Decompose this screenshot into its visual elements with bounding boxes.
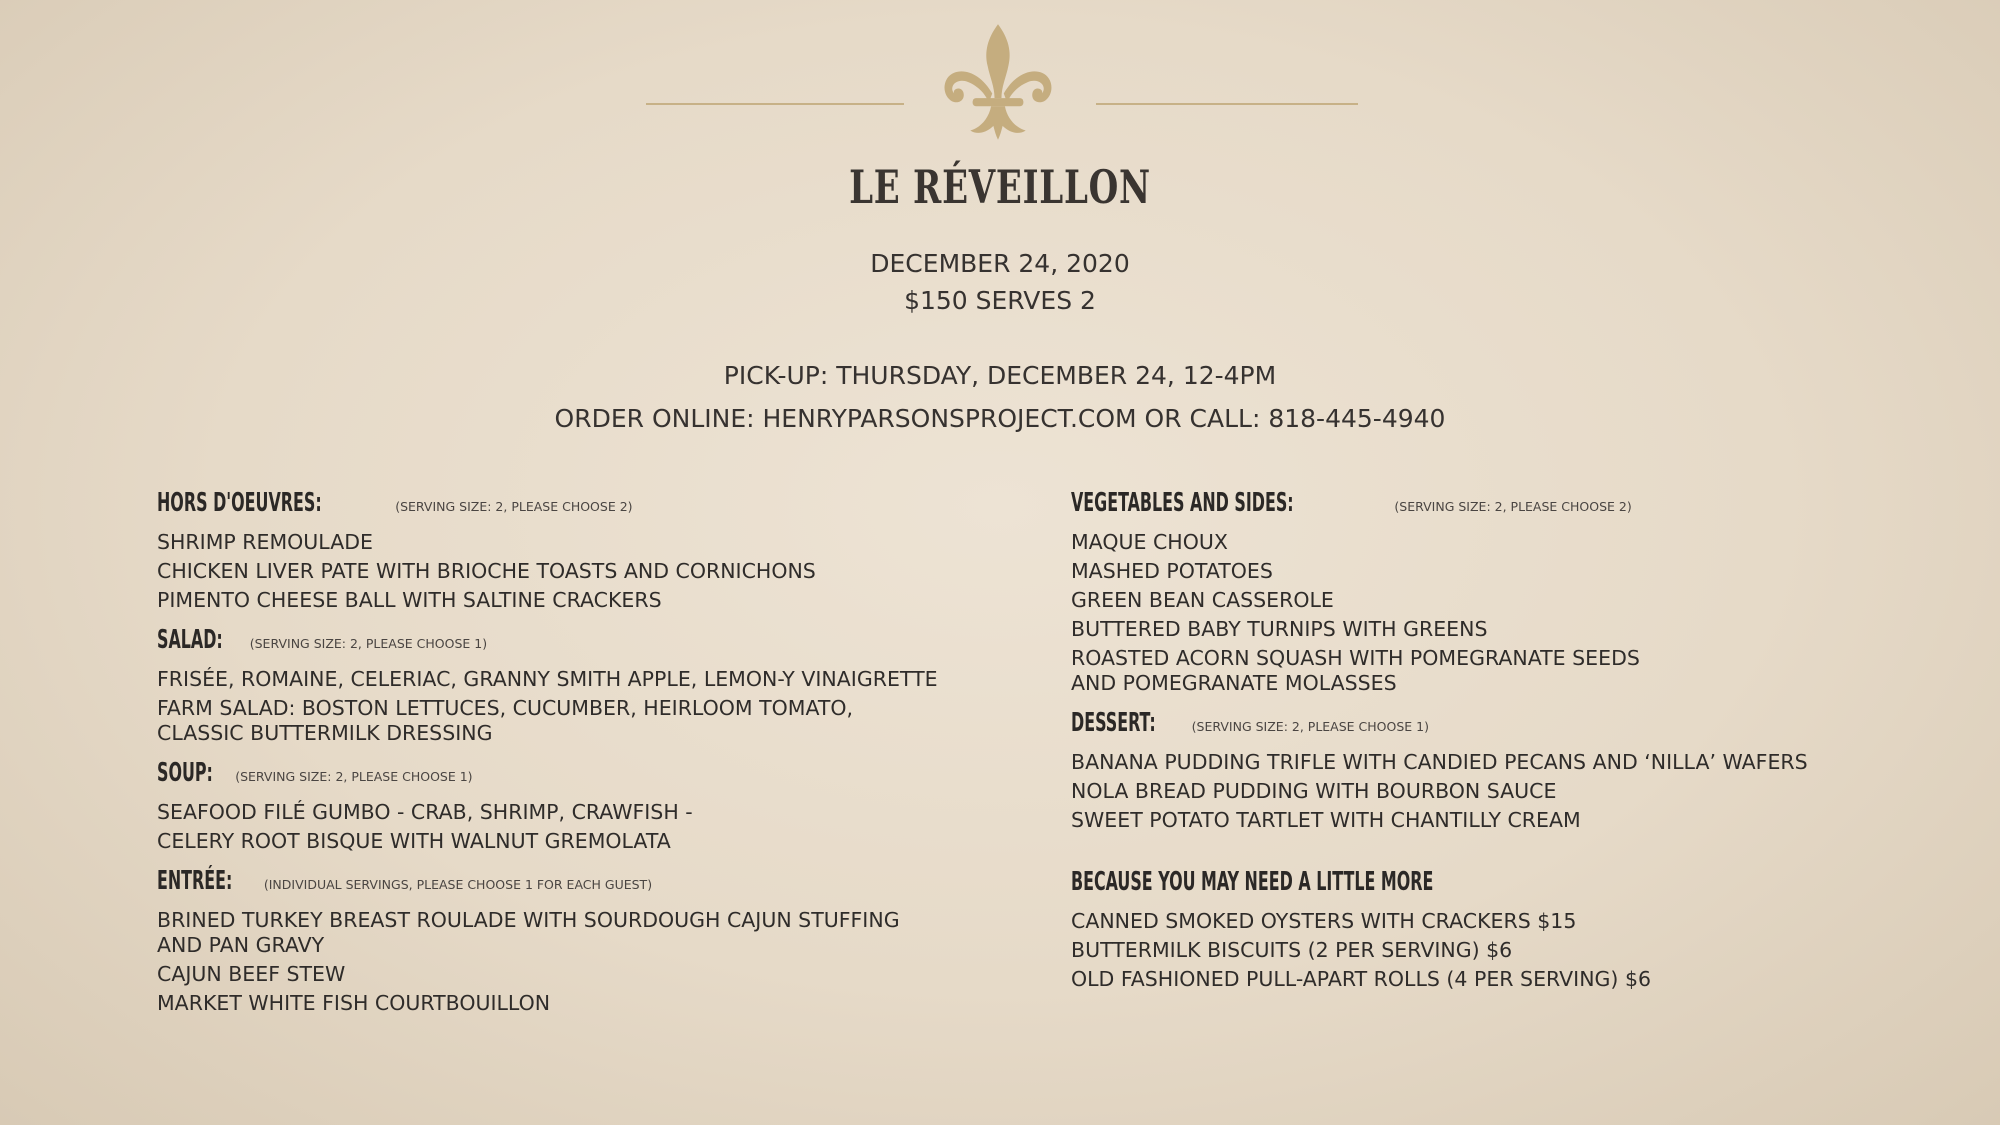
menu-item: GREEN BEAN CASSEROLE (1071, 588, 1334, 612)
section-items (1071, 530, 1951, 696)
section-items (1071, 750, 1951, 833)
event-date: DECEMBER 24, 2020 (870, 249, 1130, 278)
section-spacer (1071, 845, 1951, 867)
section-serving-note: (INDIVIDUAL SERVINGS, PLEASE CHOOSE 1 FOR EACH GUEST) (263, 877, 653, 892)
menu-item: FARM SALAD: BOSTON LETTUCES, CUCUMBER, HEIRLOOM TOMATO, CLASSIC BUTTERMILK DRESSING (157, 696, 854, 745)
section-title: ENTRÉE: (157, 866, 233, 896)
menu-item: OLD FASHIONED PULL-APART ROLLS (4 PER SERVING) $6 (1071, 967, 1652, 991)
menu-item: CANNED SMOKED OYSTERS WITH CRACKERS $15 (1071, 909, 1577, 933)
section-title: HORS D'OEUVRES: (157, 488, 322, 518)
menu-section-entr-e (157, 866, 977, 1016)
section-serving-note: (SERVING SIZE: 2, PLEASE CHOOSE 1) (235, 769, 473, 784)
menu-item: BANANA PUDDING TRIFLE WITH CANDIED PECANS AND ‘NILLA’ WAFERS (1071, 750, 1808, 774)
menu-section-soup (157, 758, 977, 854)
section-items (157, 800, 977, 854)
section-items (157, 530, 977, 613)
menu-item: BRINED TURKEY BREAST ROULADE WITH SOURDOUGH CAJUN STUFFING AND PAN GRAVY (157, 908, 900, 957)
menu-item: CHICKEN LIVER PATE WITH BRIOCHE TOASTS AND CORNICHONS (157, 559, 816, 583)
menu-column-right (1071, 488, 1951, 1004)
menu-section-vegetables-and-sides (1071, 488, 1951, 696)
menu-item: MASHED POTATOES (1071, 559, 1273, 583)
menu-item: NOLA BREAD PUDDING WITH BOURBON SAUCE (1071, 779, 1557, 803)
menu-section-salad (157, 625, 977, 746)
section-header (1071, 867, 1951, 905)
menu-column-left (157, 488, 977, 1028)
section-items (1071, 909, 1951, 992)
event-price: $150 SERVES 2 (904, 286, 1096, 315)
section-header (157, 866, 977, 904)
section-title: DESSERT: (1071, 708, 1156, 738)
menu-item: MARKET WHITE FISH COURTBOUILLON (157, 991, 551, 1015)
section-items (157, 667, 977, 746)
section-header (157, 488, 977, 526)
section-serving-note: (SERVING SIZE: 2, PLEASE CHOOSE 1) (249, 636, 488, 651)
menu-item: BUTTERMILK BISCUITS (2 PER SERVING) $6 (1071, 938, 1513, 962)
menu-item: MAQUE CHOUX (1071, 530, 1228, 554)
menu-item: BUTTERED BABY TURNIPS WITH GREENS (1071, 617, 1488, 641)
menu-item: SHRIMP REMOULADE (157, 530, 373, 554)
section-serving-note: (SERVING SIZE: 2, PLEASE CHOOSE 2) (1394, 499, 1632, 514)
section-items (157, 908, 977, 1016)
menu-item: FRISÉE, ROMAINE, CELERIAC, GRANNY SMITH APPLE, LEMON-Y VINAIGRETTE (157, 667, 938, 691)
order-info: ORDER ONLINE: HENRYPARSONSPROJECT.COM OR CALL: 818-445-4940 (554, 404, 1446, 433)
menu-item: SEAFOOD FILÉ GUMBO - CRAB, SHRIMP, CRAWFISH - (157, 800, 693, 824)
section-serving-note: (SERVING SIZE: 2, PLEASE CHOOSE 1) (1191, 719, 1429, 734)
section-title: VEGETABLES AND SIDES: (1071, 488, 1294, 518)
menu-item: SWEET POTATO TARTLET WITH CHANTILLY CREAM (1071, 808, 1581, 832)
menu-item: CELERY ROOT BISQUE WITH WALNUT GREMOLATA (157, 829, 671, 853)
section-title: SOUP: (157, 758, 213, 788)
section-serving-note: (SERVING SIZE: 2, PLEASE CHOOSE 2) (395, 499, 633, 514)
section-title: SALAD: (157, 625, 223, 655)
section-header (157, 758, 977, 796)
header-rule-left (646, 103, 904, 105)
header-rule-right (1096, 103, 1358, 105)
menu-section-dessert (1071, 708, 1951, 833)
section-header (1071, 488, 1951, 526)
menu-title: LE RÉVEILLON (849, 160, 1151, 214)
menu-item: CAJUN BEEF STEW (157, 962, 346, 986)
menu-section-hors-d-oeuvres (157, 488, 977, 613)
section-header (157, 625, 977, 663)
section-header (1071, 708, 1951, 746)
menu-section-because-you-may-need-a-little-more (1071, 867, 1951, 992)
menu-item: ROASTED ACORN SQUASH WITH POMEGRANATE SEEDS AND POMEGRANATE MOLASSES (1071, 646, 1640, 695)
menu-item: PIMENTO CHEESE BALL WITH SALTINE CRACKERS (157, 588, 662, 612)
fleur-de-lis-icon (940, 22, 1056, 142)
section-title: BECAUSE YOU MAY NEED A LITTLE MORE (1071, 867, 1434, 897)
pickup-info: PICK-UP: THURSDAY, DECEMBER 24, 12-4PM (723, 361, 1277, 390)
